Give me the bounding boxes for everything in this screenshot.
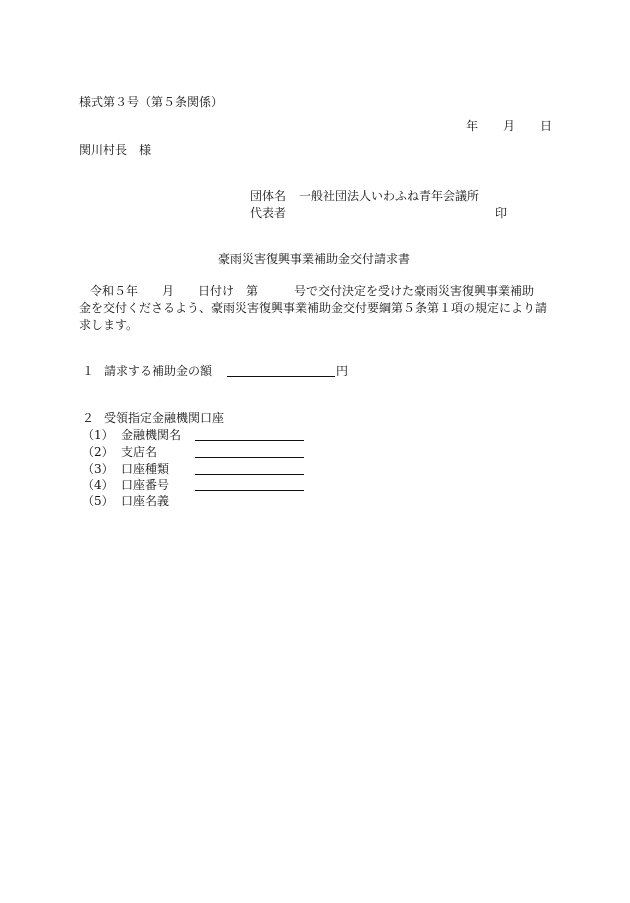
section-2-number: ２ [82,411,95,425]
document-title: 豪雨災害復興事業補助金交付請求書 [218,252,411,266]
account-item-underline [195,457,304,458]
addressee: 関川村長 様 [79,143,152,157]
form-number: 様式第３号（第５条関係） [79,95,224,109]
section-1-label: 請求する補助金の額 [104,364,213,378]
account-item-label: 口座種類 [121,462,170,476]
section-2-label: 受領指定金融機関口座 [104,411,225,425]
date-month-label: 月 [503,119,516,133]
account-item-underline [195,440,304,441]
body-line-1: 令和５年 月 日付け 第 号で交付決定を受けた豪雨災害復興事業補助 [90,284,535,298]
account-item-label: 口座番号 [121,478,170,492]
account-item-number: （4） [82,478,114,492]
account-item-number: （2） [82,445,114,459]
body-line-2: 金を交付くださるよう、豪雨災害復興事業補助金交付要綱第５条第１項の規定により請 [79,301,548,315]
representative-label: 代表者 [250,206,287,220]
section-1-number: １ [82,364,95,378]
seal-mark: 印 [495,206,508,220]
amount-underline [227,376,335,377]
org-name: 一般社団法人いわふね青年会議所 [299,189,480,203]
org-label: 団体名 [250,189,287,203]
account-item-number: （5） [82,494,114,508]
body-line-3: 求します。 [79,318,139,332]
account-item-number: （3） [82,462,114,476]
amount-unit: 円 [336,364,349,378]
date-year-label: 年 [466,119,479,133]
account-item-underline [195,474,304,475]
date-day-label: 日 [540,119,553,133]
account-item-label: 支店名 [121,445,158,459]
account-item-label: 金融機関名 [121,428,182,442]
account-item-underline [195,490,304,491]
account-item-number: （1） [82,428,114,442]
account-item-label: 口座名義 [121,494,170,508]
